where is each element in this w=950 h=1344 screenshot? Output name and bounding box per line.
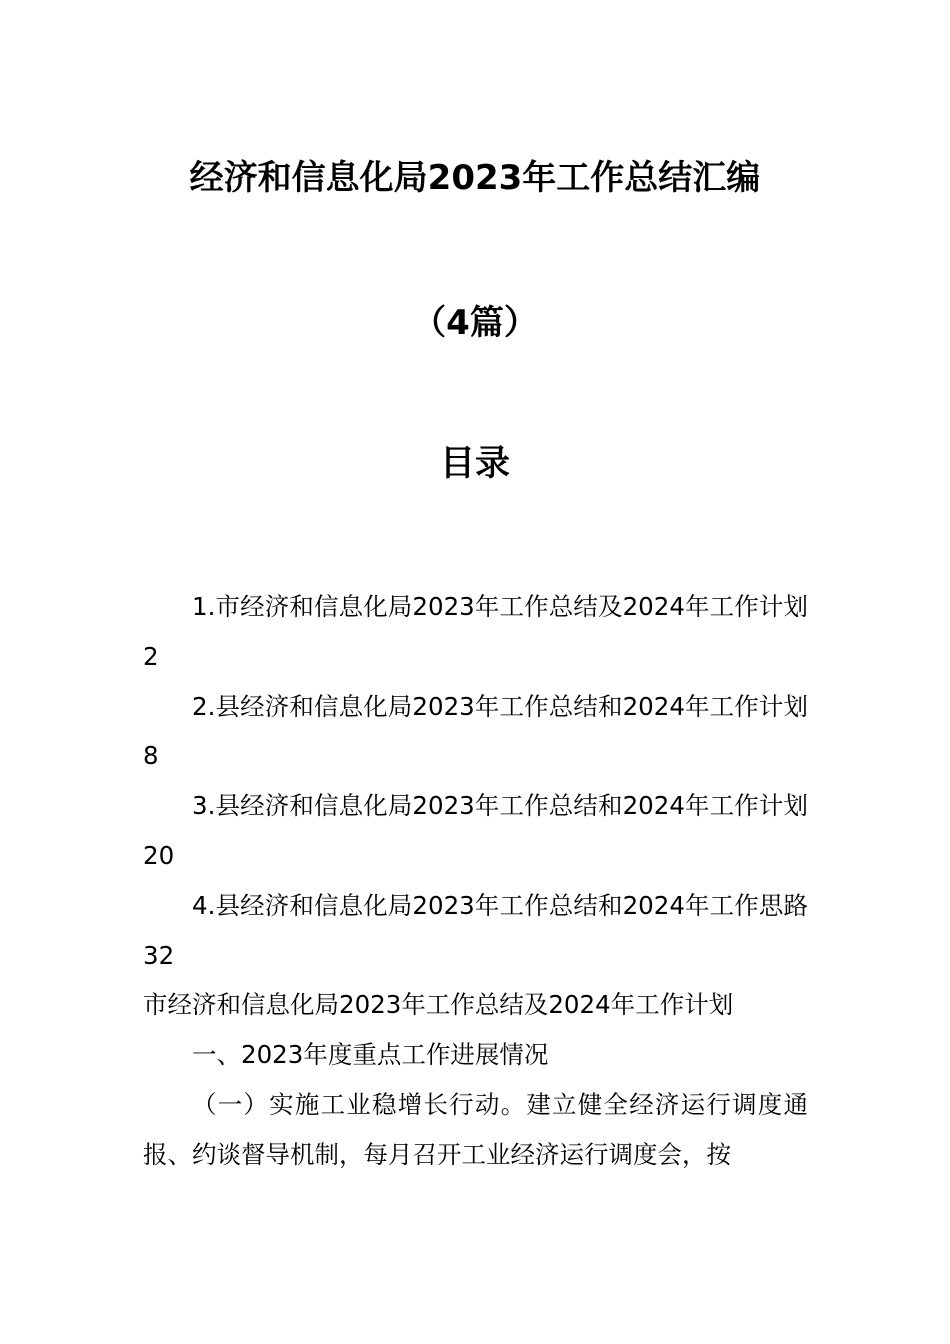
toc-entry-3[interactable]: 3.县经济和信息化局2023年工作总结和2024年工作计划20 (143, 791, 808, 870)
document-title: 经济和信息化局2023年工作总结汇编 (189, 158, 761, 198)
document-body (143, 582, 808, 1180)
body-paragraph: （一）实施工业稳增长行动。建立健全经济运行调度通报、约谈督导机制，每月召开工业经济运行调度会，按 (143, 1089, 808, 1169)
toc-entry-2[interactable]: 2.县经济和信息化局2023年工作总结和2024年工作计划8 (143, 691, 808, 771)
article-title: 市经济和信息化局2023年工作总结及2024年工作计划 (143, 990, 734, 1020)
toc-entry-4[interactable]: 4.县经济和信息化局2023年工作总结和2024年工作思路32 (143, 890, 808, 970)
toc-entry-1[interactable]: 1.市经济和信息化局2023年工作总结及2024年工作计划2 (143, 592, 808, 671)
table-of-contents (143, 582, 808, 980)
section-heading: 一、2023年度重点工作进展情况 (192, 1040, 549, 1070)
document-subtitle-count: （4篇） (412, 303, 538, 343)
toc-heading: 目录 (439, 444, 510, 484)
